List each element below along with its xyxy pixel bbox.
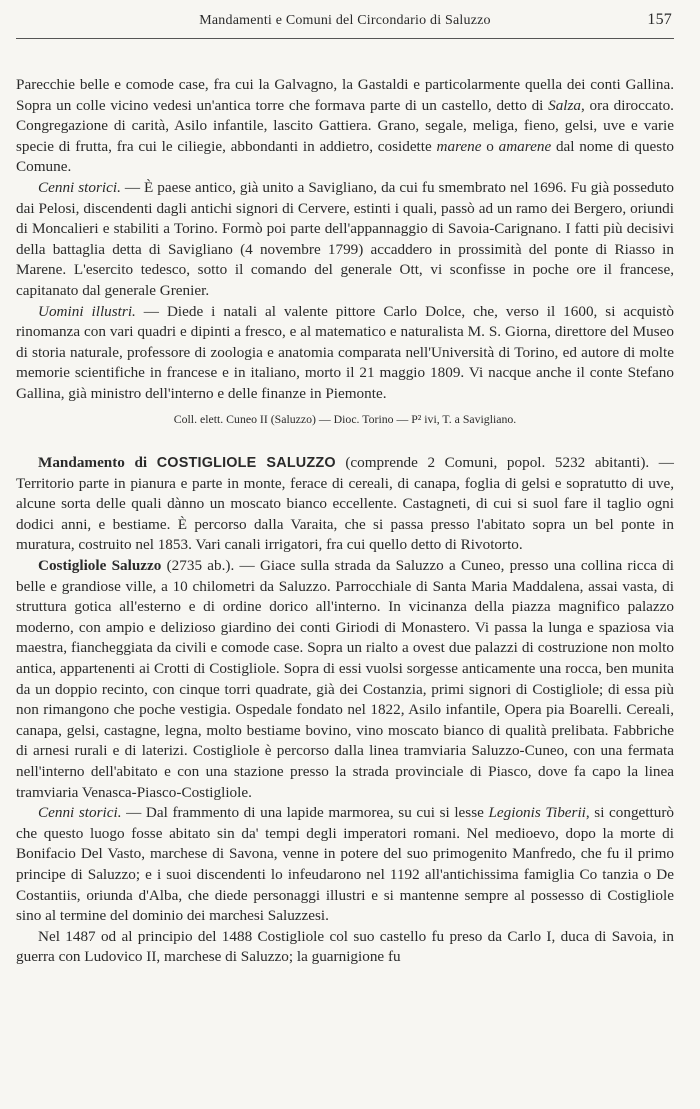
page-body bbox=[16, 75, 674, 968]
electoral-note: Coll. elett. Cuneo II (Saluzzo) — Dioc. Torino — P² ivi, T. a Savigliano. bbox=[173, 411, 517, 426]
paragraph-marene-history: Cenni storici. — È paese antico, già unito a Savigliano, da cui fu smembrato nel 1696. Fu già posseduto dai Pelosi, discendenti dagli antichi signori di Cervere, estinti i quali, passò ad un ramo dei Bergero, oriundi di Moncalieri e stabiliti a Torino. Formò poi parte dell'appannaggio di Savoia-Carignano. I fatti più decisivi della battaglia detta di Savigliano (4 novembre 1799) accaddero in prossimità del ponte di Riasso in Marene. L'esercito tedesco, sotto il comando del generale Ott, vi sconfisse in poche ore il francese, capitanato dal generale Grenier. bbox=[16, 178, 675, 299]
page-number: 157 bbox=[647, 11, 672, 28]
paragraph-mandamento-costigliole: Mandamento di COSTIGLIOLE SALUZZO (comprende 2 Comuni, popol. 5232 abitanti). — Territorio parte in pianura e parte in monte, ferace di cereali, di canapa, foglia di gelsi e sopratutto di uve, alcune sorta delle quali dànno un moscato bianco eccellente. Castagneti, di cui si suol fare il taglio ogni dodici anni, e bestiame. È percorso dalla Varaita, che si passa presso l'abitato sopra un bel ponte in muratura, costruito nel 1853. Vari canali irrigatori, fra cui quello detto di Rivotorto. bbox=[16, 454, 674, 554]
paragraph-marene-notables: Uomini illustri. — Diede i natali al valente pittore Carlo Dolce, che, verso il 1600, si acquistò rinomanza con vari quadri e dipinti a fresco, e al matematico e naturalista M. S. Giorna, direttore del Museo di storia naturale, professore di zoologia e anatomia comparata nell'Università di Torino, ed autore di molte memorie scientifiche in francese e in italiano, morto il 21 maggio 1809. Vi nacque anche il conte Stefano Gallina, già ministro dell'interno e delle finanze in Piemonte. bbox=[16, 302, 674, 402]
header-title: Mandamenti e Comuni del Circondario di Saluzzo bbox=[199, 13, 491, 28]
paragraph-costigliole-history: Cenni storici. — Dal frammento di una lapide marmorea, su cui si lesse Legionis Tiberii, si congetturò che questo luogo fosse abitato sin da' tempi degli imperatori romani. Nel medioevo, dopo la morte di Bonifacio Del Vasto, marchese di Savona, venne in potere del suo primogenito Manfredo, che fu il primo principe di Saluzzo; e i suoi discendenti lo infeudarono nel 1192 all'antichissima famiglia Co tanzia o De Costantiis, oriunda d'Alba, che diede personaggi illustri e si mantenne sempre al possesso di Costigliole sino al termine del dominio dei marchesi Saluzzesi. bbox=[16, 804, 674, 925]
running-header bbox=[16, 0, 674, 39]
paragraph-marene-description: Parecchie belle e comode case, fra cui la Galvagno, la Gastaldi e particolarmente quella dei conti Gallina. Sopra un colle vicino vedesi un'antica torre che formava parte di un castello, detto di Salza, ora diroccato. Congregazione di carità, Asilo infantile, lascito Gattiera. Grano, segale, meliga, fieno, gelsi, uve e varie specie di frutta, fra cui le ciliegie, abbondanti in addietro, cosidette marene o amarene dal nome di questo Comune. bbox=[16, 76, 675, 176]
paragraph-costigliole-description: Costigliole Saluzzo (2735 ab.). — Giace sulla strada da Saluzzo a Cuneo, presso una collina ricca di belle e grandiose ville, a 10 chilometri da Saluzzo. Parrocchiale di Santa Maria Maddalena, assai vasta, di struttura gotica all'esterno e di ordine dorico all'interno. In vicinanza della piazza magnifico palazzo moderno, con ampio e delizioso giardino dei conti Giriodi di Monastero. Vi passa la lunga e spaziosa via maestra, fiancheggiata da civili e comode case. Sopra un rialto a ovest due palazzi di costruzione non molto antica, appartenenti ai Crotti di Costigliole. Sopra di essi vuolsi sorgesse anticamente una rocca, ben munita da un doppio recinto, con cinque torri quadrate, già dei Costanzia, primi signori di Costigliole; di essa più non rimangono che poche vestigia. Ospedale fondato nel 1822, Asilo infantile, Opera pia Boarelli. Cereali, canapa, gelsi, castagne, legna, molto bestiame bovino, vino moscato bianco di qualità prelibata. Fabbriche di arnesi rurali e di laterizi. Costigliole è percorso dalla linea tramviaria Saluzzo-Cuneo, con una fermata nell'interno dell'abitato e con una stazione presso la strada provinciale di Piasco, dove fa capo la linea tramviaria Venasca-Piasco-Costigliole. bbox=[16, 557, 674, 801]
paragraph-costigliole-1487: Nel 1487 od al principio del 1488 Costigliole col suo castello fu preso da Carlo I, duca di Savoia, in guerra con Ludovico II, marchese di Saluzzo; la guarnigione fu bbox=[16, 927, 674, 966]
